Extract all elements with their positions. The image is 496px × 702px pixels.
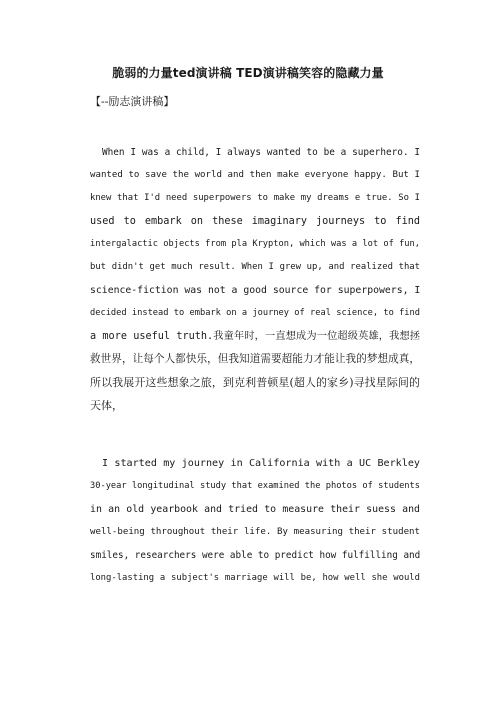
paragraph-1: [90, 141, 420, 417]
paragraph-line: I started my journey in California with a UC Berkley: [102, 458, 420, 469]
paragraph-line: a more useful truth.我童年时，一直想成为一位超级英雄，我想拯: [90, 331, 420, 342]
paragraph-line: long-lasting a subject's marriage will be, how well she would: [90, 573, 420, 583]
paragraph-line: knew that I'd need superpowers to make my dreams e true. So I: [90, 193, 420, 203]
paragraph-line: well-being throughout their life. By measuring their student: [90, 527, 420, 537]
paragraph-line: decided instead to embark on a journey of real science, to find: [90, 308, 420, 318]
paragraph-line: 30-year longitudinal study that examined the photos of students: [90, 481, 420, 491]
document-title: 脆弱的力量ted演讲稿 TED演讲稿笑容的隐藏力量: [112, 66, 384, 80]
paragraph-line: science-fiction was not a good source for superpowers, I: [90, 285, 421, 296]
paragraph-line: 天体，: [90, 399, 123, 412]
paragraph-line: in an old yearbook and tried to measure their suess and: [90, 504, 420, 515]
paragraph-line: When I was a child, I always wanted to be a superhero. I: [102, 147, 420, 158]
paragraph-line: used to embark on these imaginary journeys to find: [90, 216, 420, 227]
paragraph-line: 所以我展开这些想象之旅，到克利普顿星(超人的家乡)寻找星际间的: [90, 376, 420, 389]
paragraph-line: intergalactic objects from pla Krypton, which was a lot of fun,: [90, 239, 420, 249]
paragraph-line: but didn't get much result. When I grew up, and realized that: [90, 262, 420, 272]
paragraph-2: [90, 452, 420, 590]
paragraph-line: smiles, researchers were able to predict how fulfilling and: [90, 550, 421, 561]
paragraph-line: 救世界，让每个人都快乐，但我知道需要超能力才能让我的梦想成真，: [90, 353, 420, 365]
document-category: 【--励志演讲稿】: [90, 95, 175, 108]
paragraph-line: wanted to save the world and then make everyone happy. But I: [90, 170, 420, 180]
